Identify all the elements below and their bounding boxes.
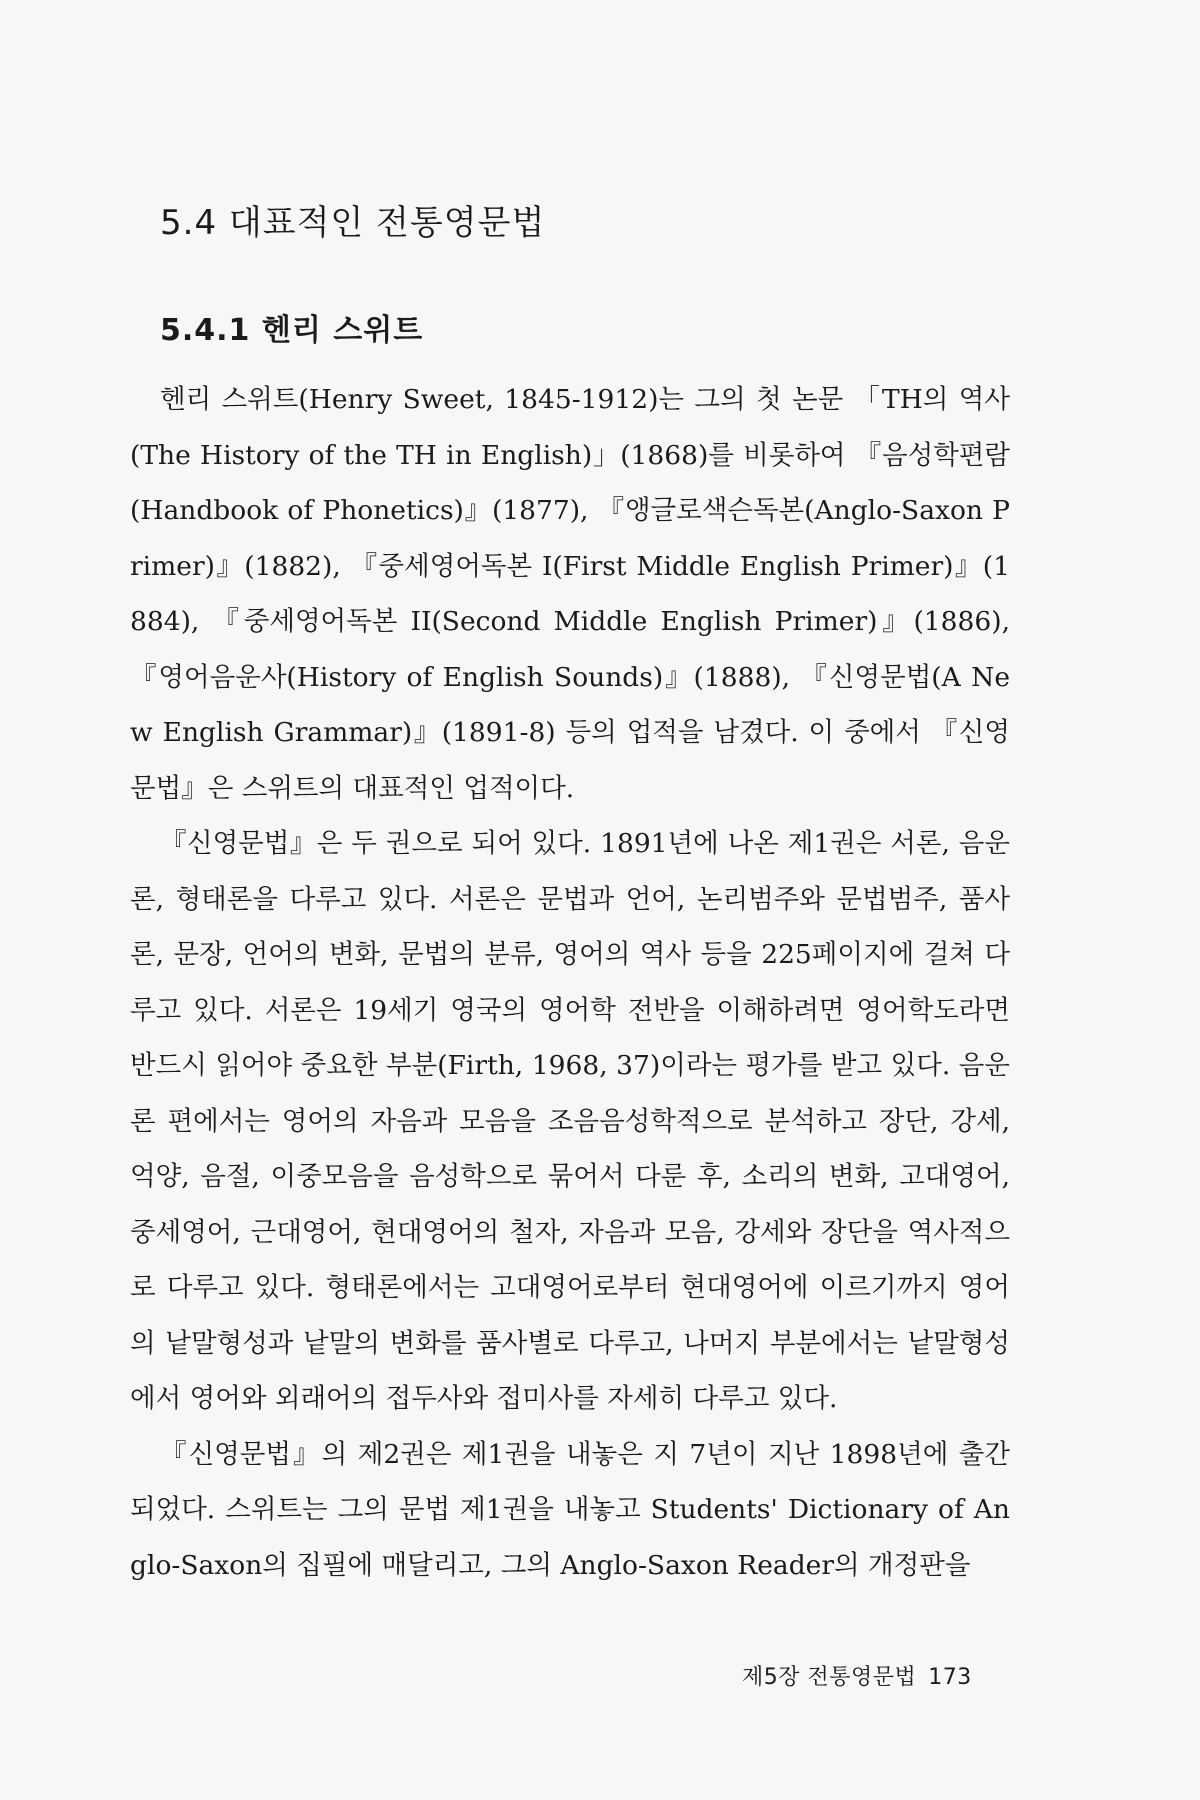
page-number: 173 xyxy=(928,1665,972,1690)
paragraph-1: 헨리 스위트(Henry Sweet, 1845-1912)는 그의 첫 논문 「TH의 역사(The History of the TH in English)」(1868)를 비롯하여 『음성학편람(Handbook of Phonetics)』(1877), 『앵글로색슨독본(Anglo-Saxon Primer)』(1882), 『중세영어독본 I(First Middle English Primer)』(1884), 『중세영어독본 II(Second Middle English Primer)』(1886), 『영어음운사(History of English Sounds)』(1888), 『신영문법(A New English Grammar)』(1891-8) 등의 업적을 남겼다. 이 중에서 『신영문법』은 스위트의 대표적인 업적이다. xyxy=(130,384,1010,804)
section-heading: 5.4 대표적인 전통영문법 xyxy=(160,202,546,243)
running-footer-chapter: 제5장 전통영문법 xyxy=(742,1665,917,1690)
subsection-heading: 5.4.1 헨리 스위트 xyxy=(160,312,424,348)
page-footer xyxy=(742,1660,972,1691)
body-text xyxy=(130,372,1010,1593)
paragraph-3: 『신영문법』의 제2권은 제1권을 내놓은 지 7년이 지난 1898년에 출간되었다. 스위트는 그의 문법 제1권을 내놓고 Students' Dictionary of Anglo-Saxon의 집필에 매달리고, 그의 Anglo-Saxon Reader의 개정판을 xyxy=(130,1438,1010,1581)
paragraph-2: 『신영문법』은 두 권으로 되어 있다. 1891년에 나온 제1권은 서론, 음운론, 형태론을 다루고 있다. 서론은 문법과 언어, 논리범주와 문법범주, 품사론, 문장, 언어의 변화, 문법의 분류, 영어의 역사 등을 225페이지에 걸쳐 다루고 있다. 서론은 19세기 영국의 영어학 전반을 이해하려면 영어학도라면 반드시 읽어야 중요한 부분(Firth, 1968, 37)이라는 평가를 받고 있다. 음운론 편에서는 영어의 자음과 모음을 조음음성학적으로 분석하고 장단, 강세, 억양, 음절, 이중모음을 음성학으로 묶어서 다룬 후, 소리의 변화, 고대영어, 중세영어, 근대영어, 현대영어의 철자, 자음과 모음, 강세와 장단을 역사적으로 다루고 있다. 형태론에서는 고대영어로부터 현대영어에 이르기까지 영어의 낱말형성과 낱말의 변화를 품사별로 다루고, 나머지 부분에서는 낱말형성에서 영어와 외래어의 접두사와 접미사를 자세히 다루고 있다. xyxy=(130,828,1010,1414)
